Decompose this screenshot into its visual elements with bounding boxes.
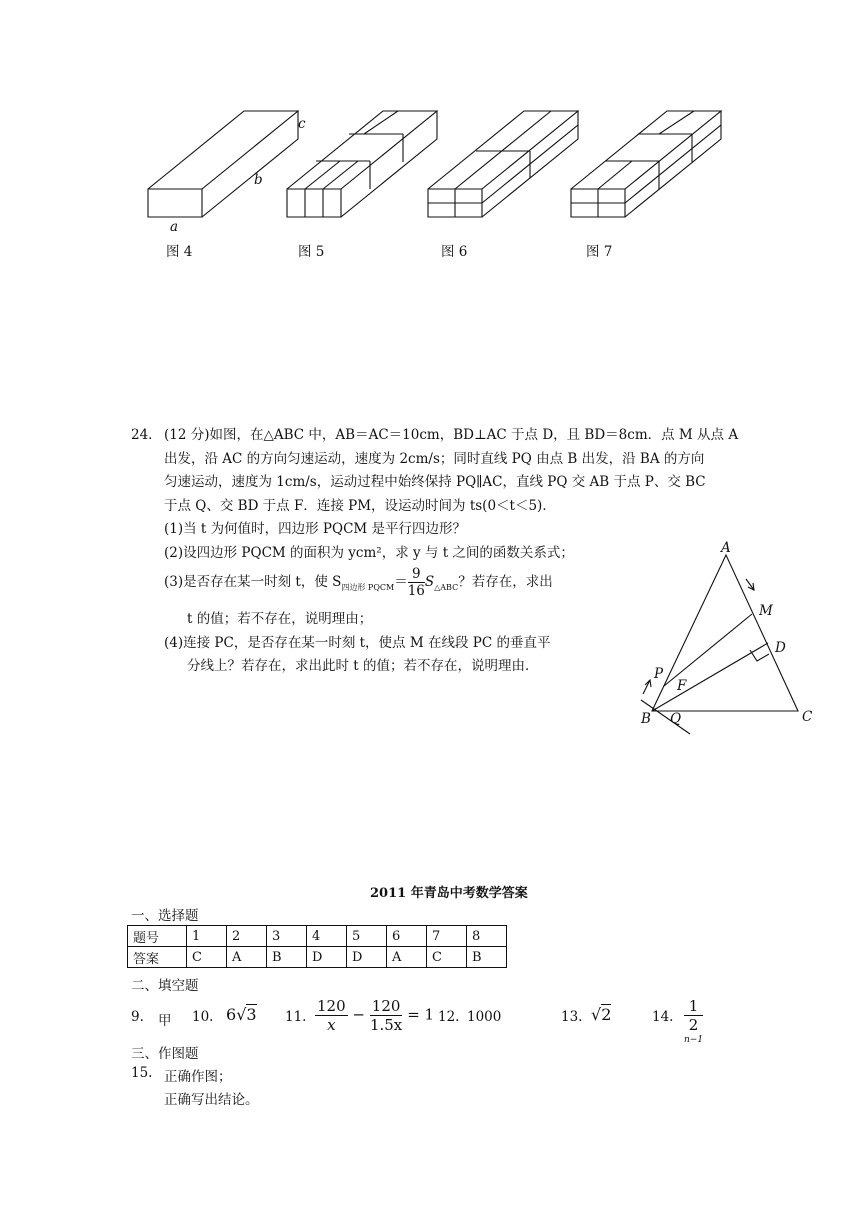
choice-answer-table (127, 925, 507, 968)
table-cell: 8 (467, 926, 507, 947)
answer-11-den-2: 1.5x (369, 1016, 403, 1034)
table-cell: 答案 (128, 947, 187, 968)
problem-24-line-2: 出发，沿 AC 的方向匀速运动，速度为 2cm/s；同时直线 PQ 由点 B 出发，沿 BA 的方向 (164, 450, 705, 467)
answer-11-equals: = 1 (407, 1005, 435, 1024)
table-cell: A (387, 947, 427, 968)
table-cell: 2 (227, 926, 267, 947)
table-cell: 4 (307, 926, 347, 947)
figure-4-caption: 图 4 (166, 244, 193, 260)
table-cell: B (467, 947, 507, 968)
figure-7-caption: 图 7 (586, 244, 613, 260)
dim-b-label: b (254, 172, 263, 188)
answer-11-label: 11. (285, 1009, 307, 1025)
table-row-numbers (128, 926, 507, 947)
table-cell: 1 (187, 926, 227, 947)
q3-fraction-den: 16 (407, 583, 425, 600)
answer-10-label: 10. (192, 1009, 214, 1025)
q3-fraction-num: 9 (408, 566, 425, 583)
sqrt-icon: √ (591, 1005, 602, 1024)
point-D-label: D (775, 640, 786, 656)
table-cell: C (427, 947, 467, 968)
answer-14-label: 14. (652, 1009, 674, 1025)
answer-14-base: 2 (688, 1016, 699, 1034)
answer-11-minus: − (352, 1005, 365, 1024)
q3-text-start: (3)是否存在某一时刻 t，使 S (164, 574, 342, 591)
answer-14-exponent: n−1 (684, 1035, 704, 1045)
answer-11-num-1: 120 (317, 997, 346, 1015)
answer-13 (591, 1005, 611, 1024)
table-cell: 题号 (128, 926, 187, 947)
table-cell: 3 (267, 926, 307, 947)
answer-12-label: 12. (438, 1009, 460, 1025)
answer-13-radicand: 2 (601, 1005, 612, 1024)
table-cell: B (267, 947, 307, 968)
answer-9: 甲 (158, 1013, 172, 1029)
problem-24-question-4-line-1: (4)连接 PC，是否存在某一时刻 t，使点 M 在线段 PC 的垂直平 (164, 635, 551, 651)
q3-subscript-triangle: △ABC (434, 582, 459, 592)
answer-13-label: 13. (561, 1009, 583, 1025)
table-cell: D (347, 947, 387, 968)
answer-10 (226, 1005, 257, 1024)
problem-24-question-2: (2)设四边形 PQCM 的面积为 ycm²，求 y 与 t 之间的函数关系式； (164, 544, 574, 561)
answer-14-num: 1 (684, 997, 703, 1016)
q3-text-end: ？若存在，求出 (458, 574, 553, 591)
dim-c-label: c (298, 116, 306, 132)
point-A-label: A (721, 540, 731, 556)
figure-5-caption: 图 5 (298, 244, 325, 260)
problem-24-number: 24． (131, 427, 162, 443)
q3-S: S (424, 574, 435, 591)
answer-11 (315, 997, 434, 1034)
point-P-label: P (654, 666, 664, 682)
table-cell: C (187, 947, 227, 968)
answer-15-label: 15. (131, 1065, 153, 1081)
point-C-label: C (802, 709, 813, 725)
problem-24-line-3: 匀速运动，速度为 1cm/s，运动过程中始终保持 PQ∥AC，直线 PQ 交 AB 于点 P、交 BC (164, 474, 706, 490)
answer-12: 1000 (467, 1009, 502, 1025)
answer-10-coefficient: 6 (226, 1005, 237, 1024)
table-cell: 6 (387, 926, 427, 947)
problem-24-question-1: (1)当 t 为何值时，四边形 PQCM 是平行四边形？ (164, 521, 467, 537)
answer-10-radicand: 3 (246, 1005, 257, 1024)
table-row-answers (128, 947, 507, 968)
section-choice: 一、选择题 (131, 908, 199, 924)
section-fill-in: 二、填空题 (131, 978, 199, 994)
point-F-label: F (677, 678, 687, 694)
figure-6-caption: 图 6 (441, 244, 468, 260)
point-M-label: M (759, 603, 773, 619)
problem-24-question-4-line-2: 分线上？若存在，求出此时 t 的值；若不存在，说明理由． (187, 658, 539, 674)
answer-14 (684, 997, 703, 1052)
answers-title: 2011 年青岛中考数学答案 (370, 886, 528, 901)
sqrt-icon: √ (236, 1005, 247, 1024)
q3-subscript-quad: 四边形 PQCM (341, 582, 395, 592)
dim-a-label: a (170, 219, 179, 235)
table-cell: 7 (427, 926, 467, 947)
answer-15-line-1: 正确作图； (164, 1069, 232, 1085)
answer-11-num-2: 120 (371, 997, 401, 1015)
problem-24-line-4: 于点 Q、交 BD 于点 F．连接 PM，设运动时间为 ts(0＜t＜5)． (164, 497, 556, 514)
arrow-along-ba (643, 680, 650, 694)
table-cell: A (227, 947, 267, 968)
answer-15-line-2: 正确写出结论。 (164, 1092, 259, 1108)
table-cell: D (307, 947, 347, 968)
point-Q-label: Q (670, 711, 682, 727)
problem-24-question-3-line-2: t 的值；若不存在，说明理由； (187, 611, 373, 627)
q3-equals: ＝ (394, 574, 408, 591)
problem-24-line-1: (12 分)如图，在△ABC 中，AB＝AC＝10cm，BD⊥AC 于点 D，且 BD＝8cm．点 M 从点 A (164, 427, 739, 443)
point-B-label: B (641, 711, 651, 727)
table-cell: 5 (347, 926, 387, 947)
answer-11-den-1: x (327, 1016, 336, 1034)
answer-9-label: 9. (131, 1009, 144, 1025)
section-drawing: 三、作图题 (131, 1046, 199, 1062)
